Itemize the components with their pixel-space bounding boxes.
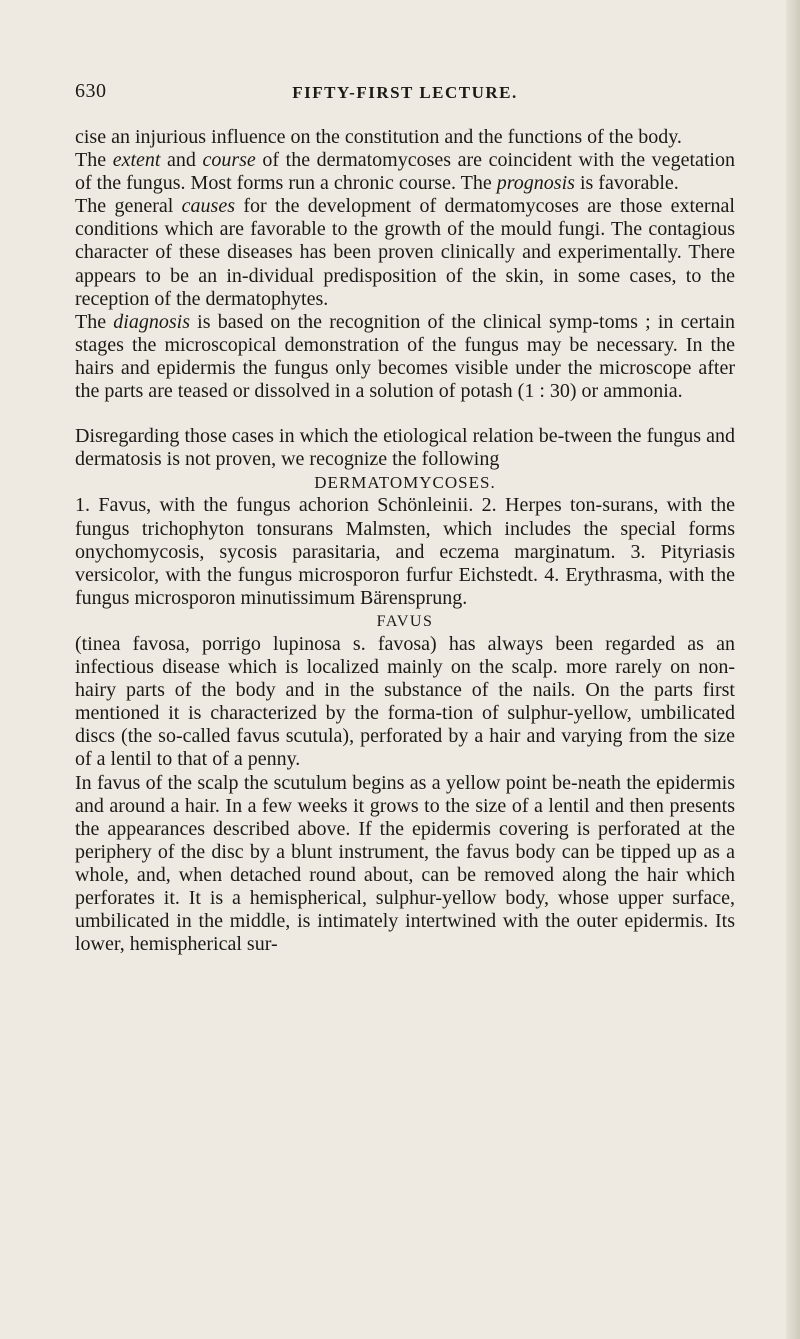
- emphasis: prognosis: [496, 172, 575, 195]
- paragraph: cise an injurious influence on the constitution and the functions of the body.: [75, 126, 682, 148]
- page-body: [75, 126, 735, 956]
- page-header: [75, 80, 735, 104]
- paragraph: Disregarding those cases in which the etiological relation be-tween the fungus and dermatosis is not proven, we recognize the following: [75, 425, 735, 471]
- page-number: 630: [75, 80, 107, 102]
- favus-paragraph: (tinea favosa, porrigo lupinosa s. favosa) has always been regarded as an infectious disease which is localized mainly on the scalp. more rarely on non-hairy parts of the body and in the substance of the nails. On the parts first mentioned it is characterized by the forma-tion of sulphur-yellow, umbilicated discs (the so-called favus scutula), perforated by a hair and varying from the size of a lentil to that of a penny.: [75, 632, 735, 771]
- paragraph-gap: [75, 403, 735, 425]
- running-head: FIFTY-FIRST LECTURE.: [292, 83, 518, 102]
- paragraph: The general causes for the development of dermatomycoses are those external conditions which are favorable to the growth of the mould fungi. The contagious character of these diseases has been proven clinically and experimentally. There appears to be an in-dividual predisposition of the skin, in some cases, to the reception of the dermatophytes.: [75, 195, 735, 310]
- dermatomycoses-list: 1. Favus, with the fungus achorion Schönleinii. 2. Herpes ton-surans, with the fungus trichophyton tonsurans Malmsten, which includes the special forms onychomycosis, sycosis parasitaria, and eczema marginatum. 3. Pityriasis versicolor, with the fungus microsporon furfur Eichstedt. 4. Erythrasma, with the fungus microsporon minutissimum Bärensprung.: [75, 494, 735, 609]
- emphasis: extent: [112, 149, 161, 172]
- paragraph: The diagnosis is based on the recognition of the clinical symp-toms ; in certain stages the microscopical demonstration of the fungus may be necessary. In the hairs and epidermis the fungus only becomes visible under the microscope after the parts are teased or dissolved in a solution of potash (1 : 30) or ammonia.: [75, 310, 736, 403]
- section-heading-dermatomycoses: DERMATOMYCOSES.: [314, 473, 496, 493]
- section-heading-favus: FAVUS: [376, 612, 434, 630]
- emphasis: course: [202, 149, 256, 172]
- emphasis: diagnosis: [113, 310, 190, 333]
- page-edge-shadow: [786, 0, 800, 1339]
- emphasis: causes: [181, 195, 235, 218]
- paragraph: The extent and course of the dermatomycoses are coincident with the vegetation of the fungus. Most forms run a chronic course. The prognosis is favorable.: [75, 149, 735, 195]
- favus-paragraph: In favus of the scalp the scutulum begins as a yellow point be-neath the epidermis and around a hair. In a few weeks it grows to the size of a lentil and then presents the appearances described above. If the epidermis covering is perforated at the periphery of the disc by a blunt instrument, the favus body can be tipped up as a whole, and, when detached round about, can be removed along the hair which perforates it. It is a hemispherical, sulphur-yellow body, whose upper surface, umbilicated in the middle, is intimately intertwined with the outer epidermis. Its lower, hemispherical sur-: [75, 771, 735, 956]
